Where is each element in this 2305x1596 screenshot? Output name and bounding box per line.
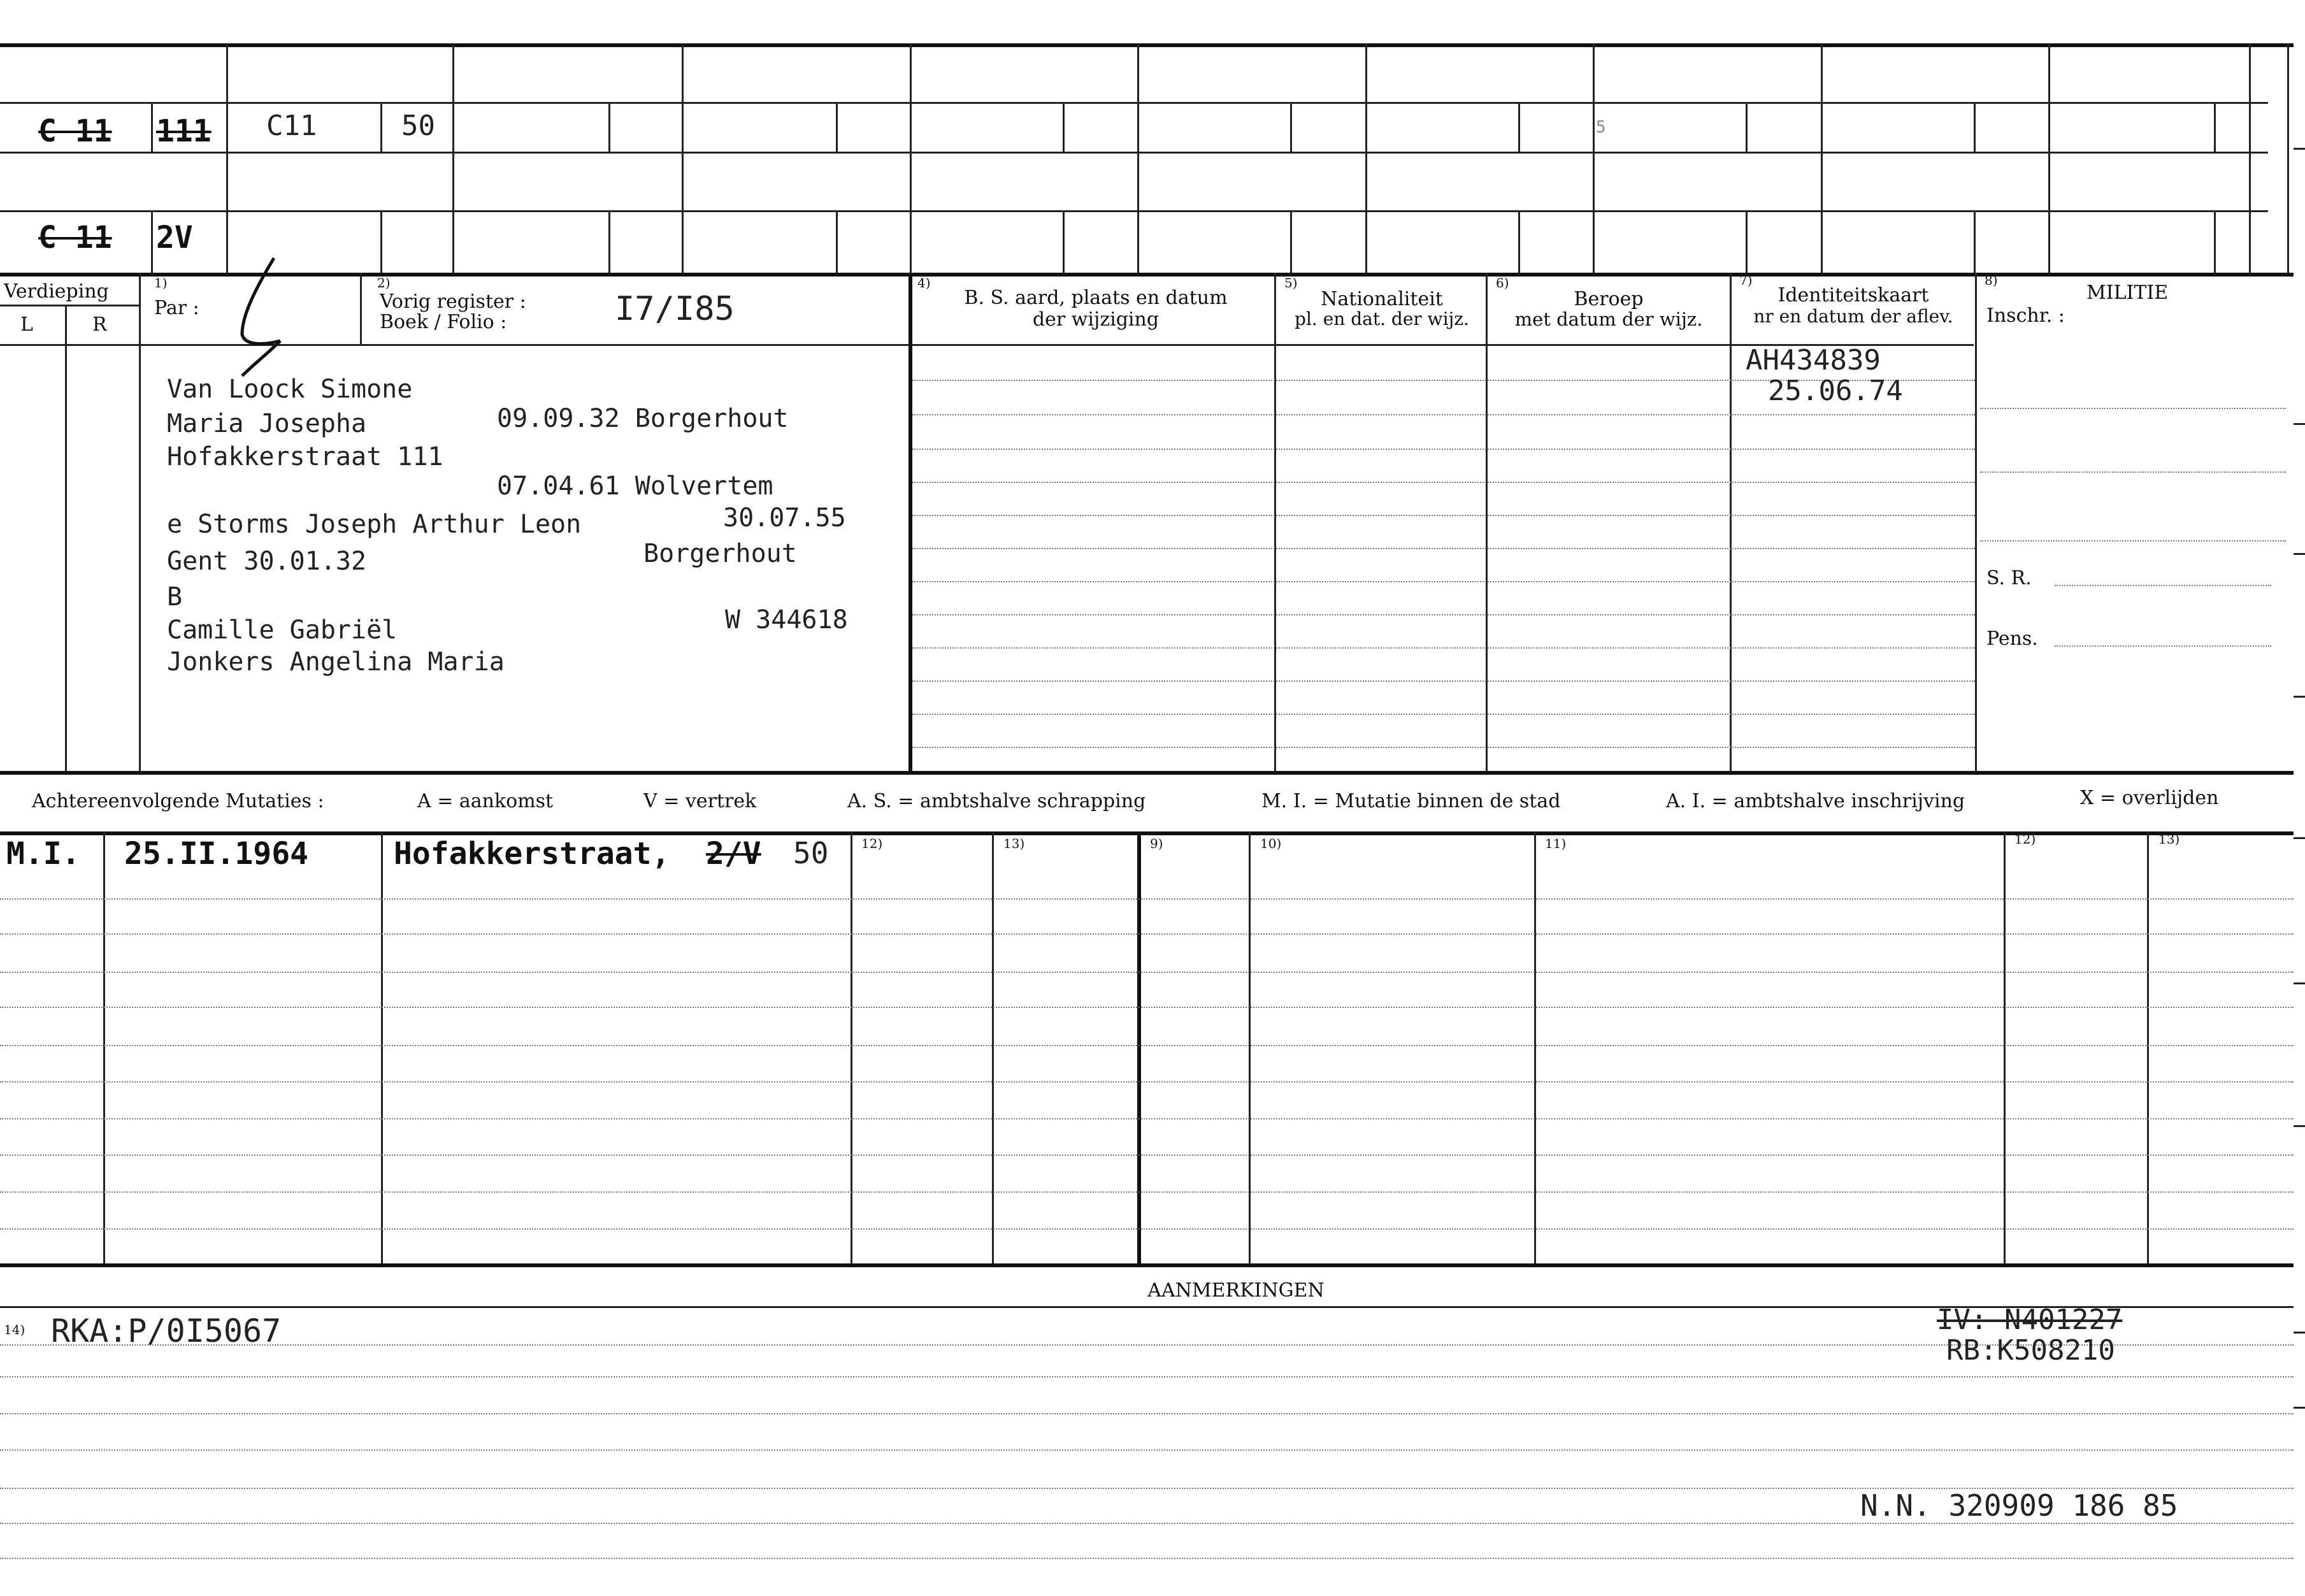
rka-reference: RKA:P/0I5067 xyxy=(51,1312,282,1349)
id-card-date: 25.06.74 xyxy=(1768,375,1903,407)
par-label: Par : xyxy=(154,297,199,319)
pens-dotline xyxy=(2055,645,2271,647)
faint-mark: 5 xyxy=(1596,118,1606,137)
grid-subline xyxy=(1974,102,1976,152)
grid-subline xyxy=(1290,210,1292,273)
field-number: 8) xyxy=(1985,273,1998,288)
iv-reference: IV: N401227 xyxy=(1937,1304,2123,1336)
grid-subline xyxy=(1290,102,1292,152)
lr-divider xyxy=(65,305,67,773)
mut-col xyxy=(103,831,105,1263)
id-header-1: Identiteitskaart xyxy=(1777,284,1929,306)
grid-vline xyxy=(1821,43,1823,273)
field-number: 12) xyxy=(861,836,883,851)
national-number: N.N. 320909 186 85 xyxy=(1860,1488,2178,1523)
field-number: 9) xyxy=(1150,836,1163,851)
verdieping-label: Verdieping xyxy=(4,280,109,303)
grid-subline xyxy=(380,102,382,152)
col-divider xyxy=(1975,273,1977,773)
nat-header-2: pl. en dat. der wijz. xyxy=(1295,308,1469,329)
inschr-label: Inschr. : xyxy=(1986,305,2065,327)
col-divider xyxy=(908,273,912,773)
grid-line xyxy=(0,210,2268,212)
person-line-7: B xyxy=(167,582,183,612)
verdieping-line xyxy=(0,305,140,306)
person-line-2: Maria Josepha xyxy=(167,409,367,438)
mut-col xyxy=(851,831,852,1263)
pens-label: Pens. xyxy=(1986,628,2038,650)
boek-folio-label: Boek / Folio : xyxy=(380,311,507,333)
l-label: L xyxy=(20,313,33,336)
old-code-1: C 11 xyxy=(38,113,112,149)
person-birth: 09.09.32 Borgerhout xyxy=(497,404,789,433)
grid-vline xyxy=(1593,43,1595,273)
mut-col xyxy=(1534,831,1536,1263)
section-border xyxy=(0,273,2294,277)
beroep-header-2: met datum der wijz. xyxy=(1514,308,1703,330)
vorig-register-label: Vorig register : xyxy=(380,291,526,313)
grid-subline xyxy=(151,102,153,152)
grid-subline xyxy=(836,102,838,152)
mutations-top-border xyxy=(0,831,2294,835)
grid-vline xyxy=(2287,43,2289,273)
grid-subline xyxy=(1063,210,1065,273)
sr-dotline xyxy=(2055,585,2271,586)
grid-vline xyxy=(452,43,454,273)
old-number-1: 111 xyxy=(156,113,212,149)
person-line-6: Gent 30.01.32 xyxy=(167,547,367,576)
mut-col xyxy=(1137,831,1141,1263)
grid-subline xyxy=(608,102,610,152)
grid-vline xyxy=(1137,43,1139,273)
grid-subline xyxy=(1974,210,1976,273)
grid-subline xyxy=(2214,210,2216,273)
field-number: 14) xyxy=(4,1322,25,1337)
field-number: 11) xyxy=(1545,836,1567,851)
grid-vline xyxy=(2249,43,2251,273)
legend-as: A. S. = ambtshalve schrapping xyxy=(847,790,1146,812)
mutation-street: Hofakkerstraat, xyxy=(394,836,670,872)
grid-line xyxy=(0,102,2268,104)
col-divider xyxy=(1730,273,1732,773)
person-line-8-w: W 344618 xyxy=(725,605,848,635)
grid-line xyxy=(0,152,2268,154)
top-border xyxy=(0,43,2294,47)
section-border xyxy=(0,771,2294,775)
mut-col xyxy=(992,831,994,1263)
mut-col xyxy=(381,831,383,1263)
field-number: 13) xyxy=(1003,836,1025,851)
grid-vline xyxy=(1365,43,1367,273)
person-line-9: Jonkers Angelina Maria xyxy=(167,647,505,677)
beroep-header-1: Beroep xyxy=(1574,288,1644,310)
mutation-type: M.I. xyxy=(6,836,80,872)
col-divider xyxy=(139,273,141,773)
house-number: 50 xyxy=(401,110,435,142)
bs-header-2: der wijziging xyxy=(1032,308,1160,331)
person-line-6-place: Borgerhout xyxy=(643,539,797,568)
block-code: C11 xyxy=(266,110,317,142)
person-line-1: Van Loock Simone xyxy=(167,375,413,404)
grid-subline xyxy=(1518,102,1520,152)
r-label: R xyxy=(92,313,107,336)
field-number: 7) xyxy=(1739,273,1753,288)
person-line-4: 07.04.61 Wolvertem xyxy=(497,471,773,501)
nat-header-1: Nationaliteit xyxy=(1321,288,1443,310)
grid-subline xyxy=(1746,210,1748,273)
field-number: 2) xyxy=(377,275,391,291)
grid-vline xyxy=(2048,43,2050,273)
grid-subline xyxy=(151,210,153,273)
legend-ai: A. I. = ambtshalve inschrijving xyxy=(1666,790,1965,812)
field-number: 5) xyxy=(1284,275,1298,291)
mutation-old-number: 2/V xyxy=(706,836,761,872)
person-line-8: Camille Gabriël xyxy=(167,615,398,645)
mut-col xyxy=(1249,831,1251,1263)
field-number: 12) xyxy=(2014,831,2036,847)
sr-label: S. R. xyxy=(1986,567,2032,589)
grid-subline xyxy=(1746,102,1748,152)
rb-reference: RB:K508210 xyxy=(1946,1334,2115,1367)
old-number-2: 2V xyxy=(156,220,193,255)
col-divider xyxy=(1486,273,1488,773)
id-header-2: nr en datum der aflev. xyxy=(1753,306,1953,327)
col-divider xyxy=(360,273,362,344)
legend-v: V = vertrek xyxy=(643,790,757,812)
grid-subline xyxy=(836,210,838,273)
militie-label: MILITIE xyxy=(2086,282,2169,304)
person-line-5: e Storms Joseph Arthur Leon xyxy=(167,510,582,539)
mutation-house-number: 50 xyxy=(793,836,829,870)
grid-subline xyxy=(1063,102,1065,152)
header-underline xyxy=(0,344,910,346)
legend-mi: M. I. = Mutatie binnen de stad xyxy=(1261,790,1561,812)
legend-title: Achtereenvolgende Mutaties : xyxy=(32,790,324,812)
mut-col xyxy=(2147,831,2149,1263)
old-code-2: C 11 xyxy=(38,220,112,255)
grid-vline xyxy=(910,43,912,273)
grid-subline xyxy=(1518,210,1520,273)
field-number: 4) xyxy=(917,275,931,291)
mutations-bottom-border xyxy=(0,1263,2294,1267)
bs-header-1: B. S. aard, plaats en datum xyxy=(964,287,1228,309)
remarks-title: AANMERKINGEN xyxy=(1147,1279,1325,1302)
person-line-3: Hofakkerstraat 111 xyxy=(167,442,443,471)
mut-col xyxy=(2004,831,2006,1263)
mutation-date: 25.II.1964 xyxy=(124,836,308,872)
field-number: 13) xyxy=(2158,831,2180,847)
register-value: I7/I85 xyxy=(615,290,735,328)
id-card-number: AH434839 xyxy=(1746,344,1881,377)
field-number: 10) xyxy=(1260,836,1282,851)
grid-subline xyxy=(380,210,382,273)
legend-x: X = overlijden xyxy=(2080,787,2219,809)
grid-subline xyxy=(2214,102,2216,152)
person-line-5-date: 30.07.55 xyxy=(723,503,846,533)
field-number: 6) xyxy=(1496,275,1509,291)
legend-a: A = aankomst xyxy=(417,790,554,812)
grid-subline xyxy=(608,210,610,273)
grid-vline xyxy=(226,43,228,273)
col-divider xyxy=(1274,273,1276,773)
grid-vline xyxy=(682,43,684,273)
field-number: 1) xyxy=(154,275,168,291)
